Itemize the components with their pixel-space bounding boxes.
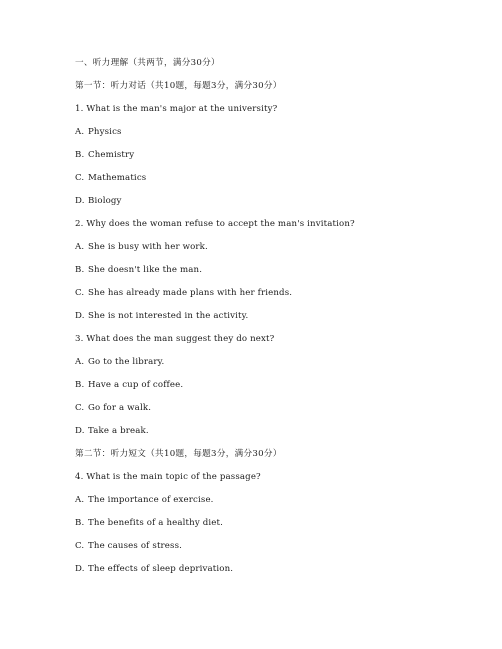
option-text: She has already made plans with her friends. <box>88 288 293 298</box>
option-letter: B. <box>75 265 85 275</box>
question-stem: 1. What is the man's major at the university? <box>75 104 278 114</box>
answer-option <box>75 126 122 138</box>
option-text: Chemistry <box>88 150 135 160</box>
option-text: The causes of stress. <box>88 541 183 551</box>
option-text: Go to the library. <box>88 357 165 367</box>
option-letter: A. <box>75 242 85 252</box>
answer-option <box>75 517 223 529</box>
option-text: She is busy with her work. <box>88 242 208 252</box>
option-letter: B. <box>75 150 85 160</box>
answer-option <box>75 287 292 299</box>
option-letter: C. <box>75 288 85 298</box>
question-stem: 2. Why does the woman refuse to accept the man's invitation? <box>75 219 355 229</box>
option-letter: B. <box>75 380 85 390</box>
option-text: The importance of exercise. <box>88 495 214 505</box>
part2-heading: 第二节：听力短文（共10题，每题3分，满分30分） <box>75 449 282 459</box>
answer-option <box>75 563 233 575</box>
answer-option <box>75 494 214 506</box>
section-title: 一、听力理解（共两节，满分30分） <box>75 58 220 68</box>
option-text: She doesn't like the man. <box>88 265 203 275</box>
option-letter: B. <box>75 518 85 528</box>
option-text: Mathematics <box>88 173 147 183</box>
option-text: She is not interested in the activity. <box>88 311 249 321</box>
option-letter: A. <box>75 495 85 505</box>
question-stem: 3. What does the man suggest they do next? <box>75 334 275 344</box>
option-text: Take a break. <box>88 426 149 436</box>
option-text: Physics <box>88 127 122 137</box>
answer-option <box>75 356 164 368</box>
answer-option <box>75 425 149 437</box>
option-letter: C. <box>75 403 85 413</box>
option-letter: A. <box>75 357 85 367</box>
option-text: Have a cup of coffee. <box>88 380 184 390</box>
option-letter: D. <box>75 426 85 436</box>
answer-option <box>75 264 202 276</box>
option-letter: D. <box>75 196 85 206</box>
option-letter: A. <box>75 127 85 137</box>
answer-option <box>75 402 151 414</box>
option-text: The benefits of a healthy diet. <box>88 518 223 528</box>
option-letter: D. <box>75 564 85 574</box>
option-letter: C. <box>75 173 85 183</box>
answer-option <box>75 172 146 184</box>
option-letter: D. <box>75 311 85 321</box>
part1-heading: 第一节：听力对话（共10题，每题3分，满分30分） <box>75 81 282 91</box>
option-text: Go for a walk. <box>88 403 152 413</box>
option-text: Biology <box>88 196 122 206</box>
option-text: The effects of sleep deprivation. <box>88 564 234 574</box>
answer-option <box>75 195 122 207</box>
question-stem: 4. What is the main topic of the passage? <box>75 472 261 482</box>
answer-option <box>75 379 183 391</box>
option-letter: C. <box>75 541 85 551</box>
answer-option <box>75 540 182 552</box>
answer-option <box>75 149 134 161</box>
answer-option <box>75 241 208 253</box>
answer-option <box>75 310 248 322</box>
